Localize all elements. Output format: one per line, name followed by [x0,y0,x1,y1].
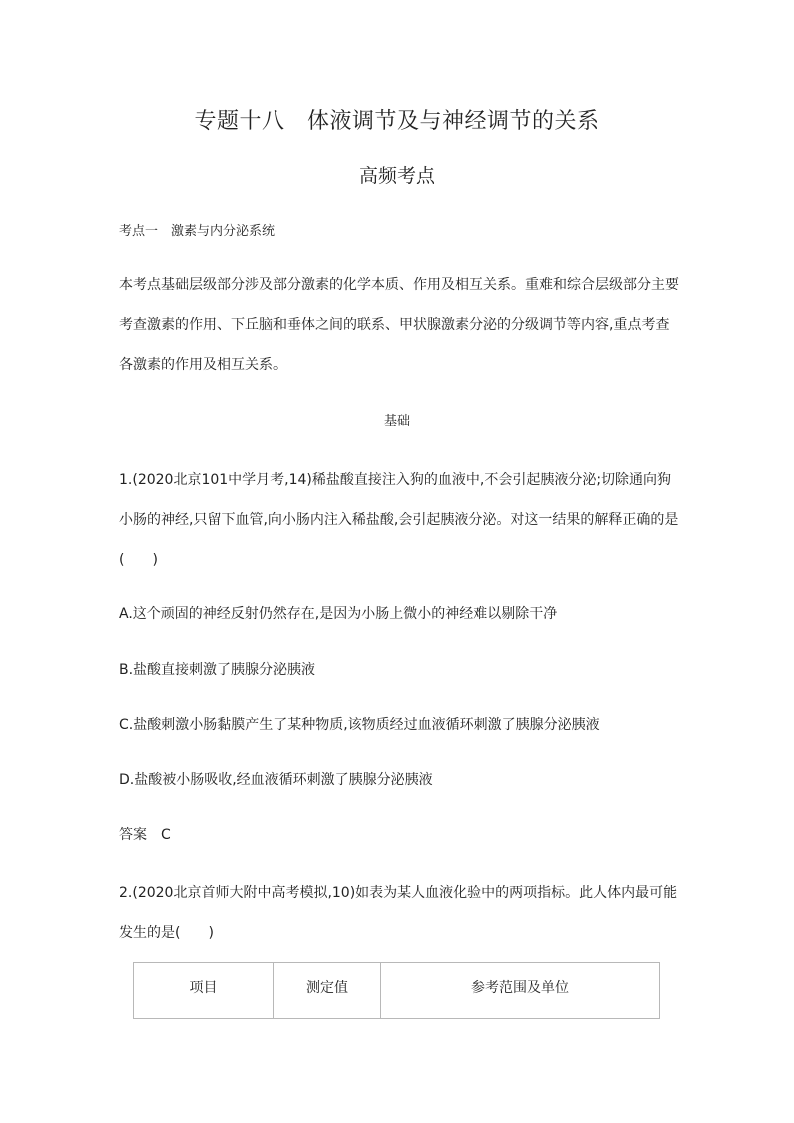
question-1-option-a: A.这个顽固的神经反射仍然存在,是因为小肠上微小的神经难以剔除干净 [119,606,558,622]
question-1-answer: 答案 C [119,827,171,843]
table-header-row [134,963,660,1019]
page-subtitle: 高频考点 [358,165,435,187]
table-header-value: 测定值 [274,963,381,1019]
table-header-reference-range: 参考范围及单位 [381,963,660,1019]
intro-paragraph: 本考点基础层级部分涉及部分激素的化学本质、作用及相互关系。重难和综合层级部分主要考查激素的作用、下丘脑和垂体之间的联系、甲状腺激素分泌的分级调节等内容,重点考查各激素的作用及相互关系。 [119,277,679,373]
question-1-option-b: B.盐酸直接刺激了胰腺分泌胰液 [119,662,316,678]
table-header-item: 项目 [134,963,274,1019]
page-title: 专题十八 体液调节及与神经调节的关系 [194,109,600,134]
blood-test-table [133,962,660,1019]
level-label: 基础 [383,414,410,429]
question-1-option-c: C.盐酸刺激小肠黏膜产生了某种物质,该物质经过血液循环刺激了胰腺分泌胰液 [119,717,600,733]
question-1-stem: 1.(2020北京101中学月考,14)稀盐酸直接注入狗的血液中,不会引起胰液分泌;切除通向狗小肠的神经,只留下血管,向小肠内注入稀盐酸,会引起胰液分泌。对这一结果的解释正确的是 ( ) [119,472,707,568]
section-heading: 考点一 激素与内分泌系统 [119,224,276,239]
question-2-stem: 2.(2020北京首师大附中高考模拟,10)如表为某人血液化验中的两项指标。此人体内最可能发生的是( ) [119,885,678,941]
question-1-option-d: D.盐酸被小肠吸收,经血液循环刺激了胰腺分泌胰液 [119,772,433,788]
